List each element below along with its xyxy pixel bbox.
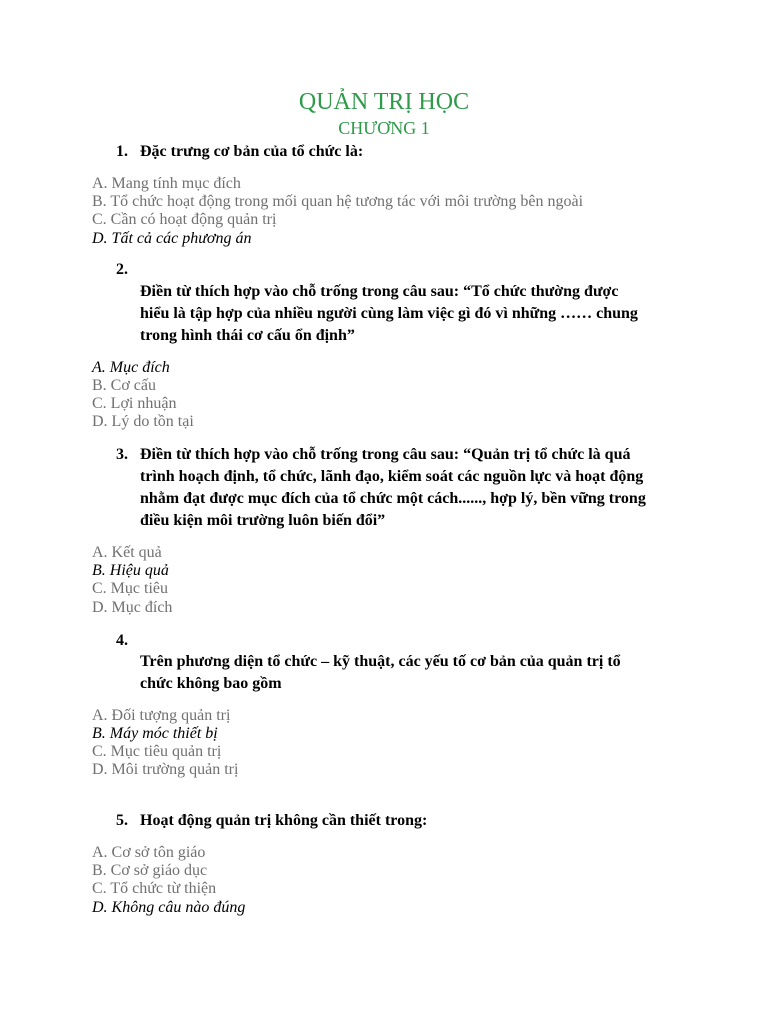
answer-option: C. Cần có hoạt động quản trị <box>92 211 277 228</box>
question-text-line: Điền từ thích hợp vào chỗ trống trong câu sau: “Quản trị tổ chức là quá <box>140 446 631 463</box>
answer-option: B. Cơ sở giáo dục <box>92 862 208 879</box>
document-title: QUẢN TRỊ HỌC <box>298 89 470 115</box>
question-number: 3. <box>116 446 128 463</box>
answer-option: C. Tổ chức từ thiện <box>92 880 217 897</box>
question-text-line: chức không bao gồm <box>140 675 282 692</box>
answer-option: B. Cơ cấu <box>92 377 157 394</box>
answer-option: D. Môi trường quản trị <box>92 761 239 778</box>
answer-option: C. Mục tiêu <box>92 580 168 597</box>
question-text-line: điều kiện môi trường luôn biến đổi” <box>140 512 386 529</box>
answer-option: A. Kết quả <box>92 544 162 561</box>
question-text-line: Trên phương diện tổ chức – kỹ thuật, các yếu tố cơ bản của quản trị tổ <box>140 653 621 670</box>
question-text-line: hiểu là tập hợp của nhiều người cùng làm việc gì đó vì những …… chung <box>140 305 638 322</box>
question-number: 1. <box>116 143 128 160</box>
question-text: Hoạt động quản trị không cần thiết trong: <box>140 812 428 829</box>
answer-option: A. Mang tính mục đích <box>92 175 241 192</box>
answer-option: D. Mục đích <box>92 599 173 616</box>
question-text: Đặc trưng cơ bản của tổ chức là: <box>140 143 364 160</box>
question-number: 5. <box>116 812 128 829</box>
answer-option: B. Tổ chức hoạt động trong mối quan hệ tương tác với môi trường bên ngoài <box>92 193 584 210</box>
answer-option: C. Mục tiêu quản trị <box>92 743 222 760</box>
question-text-line: trình hoạch định, tổ chức, lãnh đạo, kiểm soát các nguồn lực và hoạt động <box>140 468 644 485</box>
question-text-line: trong hình thái cơ cấu ổn định” <box>140 327 355 344</box>
answer-option-correct: A. Mục đích <box>92 359 170 376</box>
answer-option: D. Lý do tồn tại <box>92 413 194 430</box>
question-number: 4. <box>116 632 128 649</box>
answer-option: A. Đối tượng quản trị <box>92 707 231 724</box>
answer-option: A. Cơ sở tôn giáo <box>92 844 206 861</box>
answer-option-correct: D. Tất cả các phương án <box>92 230 252 247</box>
answer-option-correct: B. Hiệu quả <box>92 562 169 579</box>
answer-option: C. Lợi nhuận <box>92 395 177 412</box>
chapter-subtitle: CHƯƠNG 1 <box>338 118 430 138</box>
question-text-line: nhằm đạt được mục đích của tổ chức một cách......, hợp lý, bền vững trong <box>140 490 646 507</box>
question-text-line: Điền từ thích hợp vào chỗ trống trong câu sau: “Tổ chức thường được <box>140 283 619 300</box>
answer-option-correct: B. Máy móc thiết bị <box>92 725 218 742</box>
answer-option-correct: D. Không câu nào đúng <box>92 899 246 916</box>
question-number: 2. <box>116 261 128 278</box>
